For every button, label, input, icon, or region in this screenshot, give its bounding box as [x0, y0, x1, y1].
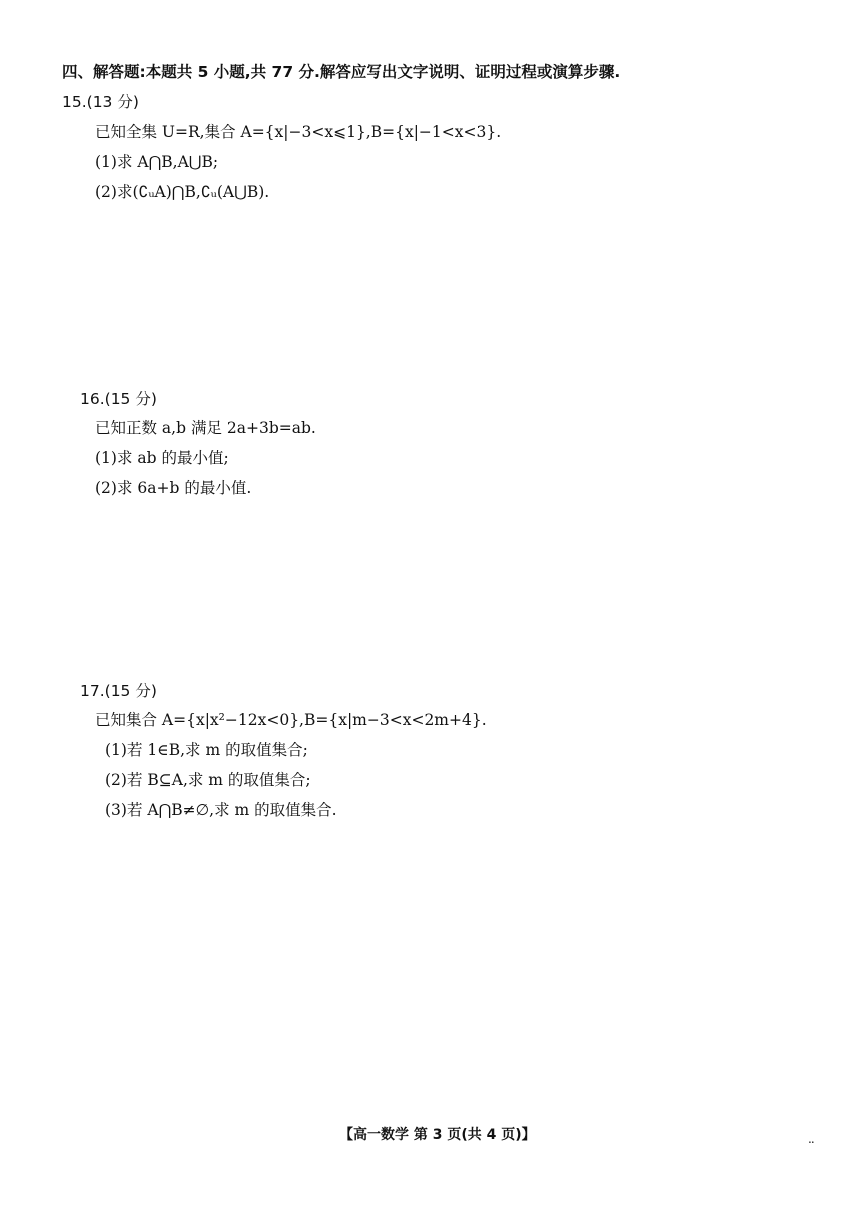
question-17-part-3: (3)若 A⋂B≠∅,求 m 的取值集合. [105, 801, 337, 819]
question-15-stem: 已知全集 U=R,集合 A={x|−3<x⩽1},B={x|−1<x<3}. [95, 123, 502, 141]
question-17-part-2: (2)若 B⊆A,求 m 的取值集合; [105, 771, 311, 789]
question-15-part-2: (2)求(∁ᵤA)⋂B,∁ᵤ(A⋃B). [95, 183, 270, 201]
question-16-part-1: (1)求 ab 的最小值; [95, 449, 229, 467]
question-16-stem: 已知正数 a,b 满足 2a+3b=ab. [95, 419, 316, 437]
question-15-part-1: (1)求 A⋂B,A⋃B; [95, 153, 219, 171]
question-17-part-1: (1)若 1∈B,求 m 的取值集合; [105, 741, 308, 759]
page-footer: 【高一数学 第 3 页(共 4 页)】 [339, 1127, 536, 1143]
question-15-number: 15.(13 分) [62, 93, 139, 111]
section-heading: 四、解答题:本题共 5 小题,共 77 分.解答应写出文字说明、证明过程或演算步骤. [62, 63, 621, 81]
corner-mark: .. [808, 1132, 814, 1146]
question-17-number: 17.(15 分) [80, 682, 157, 700]
question-16-number: 16.(15 分) [80, 390, 157, 408]
question-17-stem: 已知集合 A={x|x²−12x<0},B={x|m−3<x<2m+4}. [95, 711, 487, 729]
question-16-part-2: (2)求 6a+b 的最小值. [95, 479, 252, 497]
